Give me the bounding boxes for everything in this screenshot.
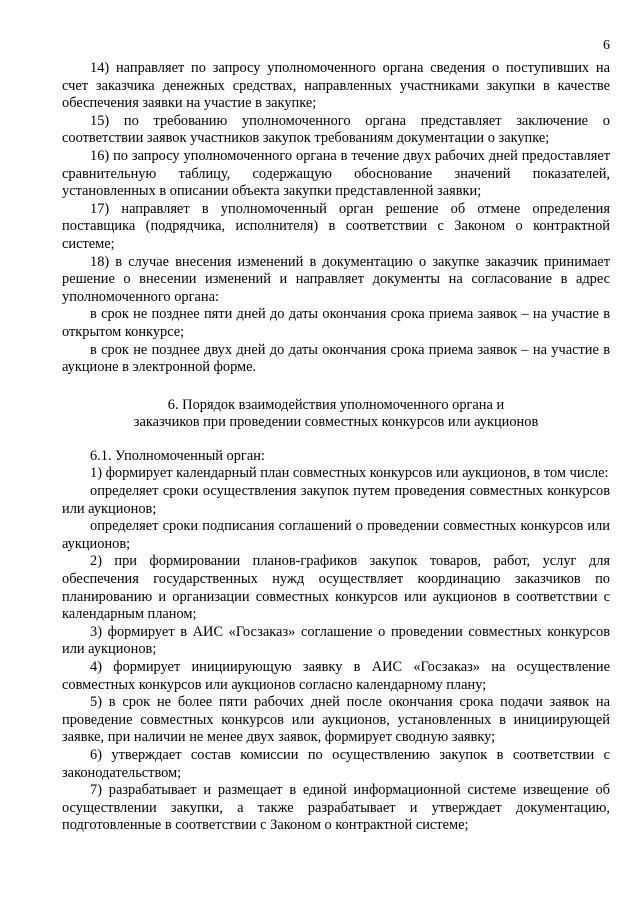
paragraph-item-6: 6) утверждает состав комиссии по осуществлению закупок в соответствии с законодательством; bbox=[62, 746, 610, 781]
section-heading bbox=[62, 397, 610, 432]
paragraph-item-16: 16) по запросу уполномоченного органа в течение двух рабочих дней предоставляет сравнительную таблицу, содержащую обоснование значений показателей, установленных в описании объекта закупки представленной заявки; bbox=[62, 147, 610, 200]
paragraph-determines-signing: определяет сроки подписания соглашений о проведении совместных конкурсов или аукционов; bbox=[62, 518, 610, 552]
paragraph-item-17: 17) направляет в уполномоченный орган решение об отмене определения поставщика (подрядчика, исполнителя) в соответствии с Законом о контрактной системе; bbox=[62, 200, 610, 252]
section-heading-line-2: заказчиков при проведении совместных конкурсов или аукционов bbox=[133, 414, 539, 431]
paragraph-deadline-open-tender: в срок не позднее пяти дней до даты окончания срока приема заявок – на участие в открытом конкурсе; bbox=[62, 306, 610, 340]
paragraph-6-1: 6.1. Уполномоченный орган: bbox=[90, 447, 265, 464]
paragraph-deadline-auction: в срок не позднее двух дней до даты окончания срока приема заявок – на участие в аукционе в электронной форме. bbox=[62, 341, 610, 376]
document-body bbox=[62, 60, 610, 835]
paragraph-item-1: 1) формирует календарный план совместных конкурсов или аукционов, в том числе: bbox=[90, 465, 609, 482]
paragraph-item-5: 5) в срок не более пяти рабочих дней после окончания срока подачи заявок на проведение совместных конкурсов или аукционов, установленных в инициирующей заявке, при наличии не менее двух заявок, формирует сводную заявку; bbox=[62, 694, 610, 746]
paragraph-item-18: 18) в случае внесения изменений в документацию о закупке заказчик принимает решение о внесении изменений и направляет документы на согласование в адрес уполномоченного органа: bbox=[62, 253, 610, 305]
page-number: 6 bbox=[603, 38, 610, 53]
paragraph-item-3: 3) формирует в АИС «Госзаказ» соглашение о проведении совместных конкурсов или аукционов; bbox=[62, 623, 610, 658]
paragraph-item-14: 14) направляет по запросу уполномоченного органа сведения о поступивших на счет заказчика денежных средствах, направленных участниками закупки в качестве обеспечения заявки на участие в закупке; bbox=[62, 60, 610, 112]
paragraph-item-15: 15) по требованию уполномоченного органа представляет заключение о соответствии заявок участников закупок требованиям документации о закупке; bbox=[62, 112, 610, 147]
paragraph-determines-terms: определяет сроки осуществления закупок путем проведения совместных конкурсов или аукционов; bbox=[62, 483, 610, 517]
section-heading-line-1: 6. Порядок взаимодействия уполномоченного органа и bbox=[167, 396, 505, 413]
paragraph-item-4: 4) формирует инициирующую заявку в АИС «Госзаказ» на осуществление совместных конкурсов или аукционов согласно календарному плану; bbox=[62, 659, 610, 693]
paragraph-item-7: 7) разрабатывает и размещает в единой информационной системе извещение об осуществлении закупки, а также разрабатывает и утверждает документацию, подготовленные в соответствии с Законом о контрактной системе; bbox=[62, 782, 610, 834]
paragraph-item-2: 2) при формировании планов-графиков закупок товаров, работ, услуг для обеспечения государственных нужд осуществляет координацию заказчиков по планированию и организации совместных конкурсов или аукционов в соответствии с календарным планом; bbox=[62, 553, 610, 623]
